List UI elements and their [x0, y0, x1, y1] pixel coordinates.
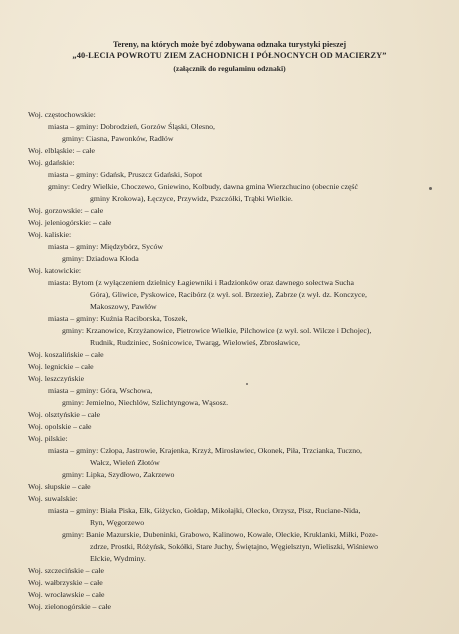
- voivodeship-line: Woj. wrocławskie – całe: [28, 590, 105, 599]
- voivodeship-line: Woj. wałbrzyskie – całe: [28, 578, 103, 587]
- municipality-line: Góra), Gliwice, Pyskowice, Racibórz (z wył. sol. Brzezie), Zabrze (z wył. dz. Konczyce,: [90, 290, 367, 299]
- municipality-line: gminy: Cedry Wielkie, Choczewo, Gniewino, Kolbudy, dawna gmina Wierzchucino (obecnie część: [48, 182, 358, 191]
- voivodeship-line: Woj. katowickie:: [28, 266, 82, 275]
- document-heading-badge-name: „40-LECIA POWROTU ZIEM ZACHODNICH I PÓŁNOCNYCH OD MACIERZY”: [72, 51, 387, 60]
- municipality-line: miasta – gminy: Biała Piska, Ełk, Giżycko, Gołdap, Mikołajki, Olecko, Orzysz, Pisz, Ruciane-Nida,: [48, 506, 361, 515]
- municipality-line: gminy: Ciasna, Pawonków, Radłów: [62, 134, 174, 143]
- voivodeship-line: Woj. koszalińskie – całe: [28, 350, 104, 359]
- municipality-line: miasta: Bytom (z wyłączeniem dzielnicy Łagiewniki i Radzionków oraz dawnego sołectwa Sucha: [48, 278, 354, 287]
- municipality-line: miasta – gminy: Góra, Wschowa,: [48, 386, 153, 395]
- municipality-line: miasta – gminy: Kuźnia Raciborska, Toszek,: [48, 314, 188, 323]
- document-heading-line1: Tereny, na których może być zdobywana odznaka turystyki pieszej: [112, 40, 347, 49]
- voivodeship-line: Woj. olsztyńskie – całe: [28, 410, 101, 419]
- municipality-line: Ryn, Węgorzewo: [90, 518, 145, 527]
- municipality-line: Wałcz, Wieleń Złotów: [90, 458, 160, 467]
- municipality-line: gminy Krokowa), Łęczyce, Przywidz, Pszczółki, Trąbki Wielkie.: [90, 194, 293, 203]
- municipality-line: miasta – gminy: Gdańsk, Pruszcz Gdański, Sopot: [48, 170, 203, 179]
- municipality-line: gminy: Krzanowice, Krzyżanowice, Pietrowice Wielkie, Pilchowice (z wył. sol. Wilcze i Dchojec),: [62, 326, 372, 335]
- voivodeship-line: Woj. opolskie – całe: [28, 422, 92, 431]
- voivodeship-line: Woj. gdańskie:: [28, 158, 75, 167]
- municipality-line: gminy: Banie Mazurskie, Dubeninki, Grabowo, Kalinowo, Kowale, Oleckie, Kruklanki, Miłki, Poze-: [62, 530, 379, 539]
- document-heading-annex-note: (załącznik do regulaminu odznaki): [173, 64, 286, 73]
- paper-speck: [429, 187, 432, 190]
- municipality-line: miasta – gminy: Człopa, Jastrowie, Krajenka, Krzyż, Mirosławiec, Okonek, Piła, Trzcianka, Tuczno,: [48, 446, 362, 455]
- municipality-line: Makoszowy, Pawłów: [90, 302, 157, 311]
- voivodeship-line: Woj. kaliskie:: [28, 230, 72, 239]
- voivodeship-line: Woj. częstochowskie:: [28, 110, 96, 119]
- paper-speck: [246, 383, 248, 385]
- municipality-line: gminy: Dziadowa Kłoda: [62, 254, 139, 263]
- voivodeship-line: Woj. zielonogórskie – całe: [28, 602, 111, 611]
- voivodeship-line: Woj. pilskie:: [28, 434, 68, 443]
- voivodeship-line: Woj. szczecińskie – całe: [28, 566, 105, 575]
- voivodeship-line: Woj. słupskie – całe: [28, 482, 91, 491]
- municipality-line: gminy: Lipka, Szydłowo, Zakrzewo: [62, 470, 175, 479]
- voivodeship-line: Woj. legnickie – całe: [28, 362, 94, 371]
- municipality-line: miasta – gminy: Dobrodzień, Gorzów Śląski, Olesno,: [48, 122, 215, 131]
- voivodeship-line: Woj. gorzowskie: – całe: [28, 206, 104, 215]
- municipality-line: miasta – gminy: Międzybórz, Syców: [48, 242, 163, 251]
- municipality-line: zdrze, Prostki, Różyńsk, Sokółki, Stare Juchy, Świętajno, Węgielsztyn, Wieliszki, Wiśniewo: [90, 542, 378, 551]
- voivodeship-line: Woj. suwalskie:: [28, 494, 78, 503]
- municipality-line: gminy: Jemielno, Niechlów, Szlichtyngowa, Wąsosz.: [62, 398, 229, 407]
- voivodeship-line: Woj. elbląskie: – całe: [28, 146, 95, 155]
- voivodeship-line: Woj. leszczyńskie: [28, 374, 85, 383]
- voivodeship-line: Woj. jeleniogórskie: – całe: [28, 218, 112, 227]
- municipality-line: Rudnik, Rudziniec, Sośnicowice, Twarąg, Wielowieś, Zbrosławice,: [90, 338, 300, 347]
- municipality-line: Ełckie, Wydminy.: [90, 554, 146, 563]
